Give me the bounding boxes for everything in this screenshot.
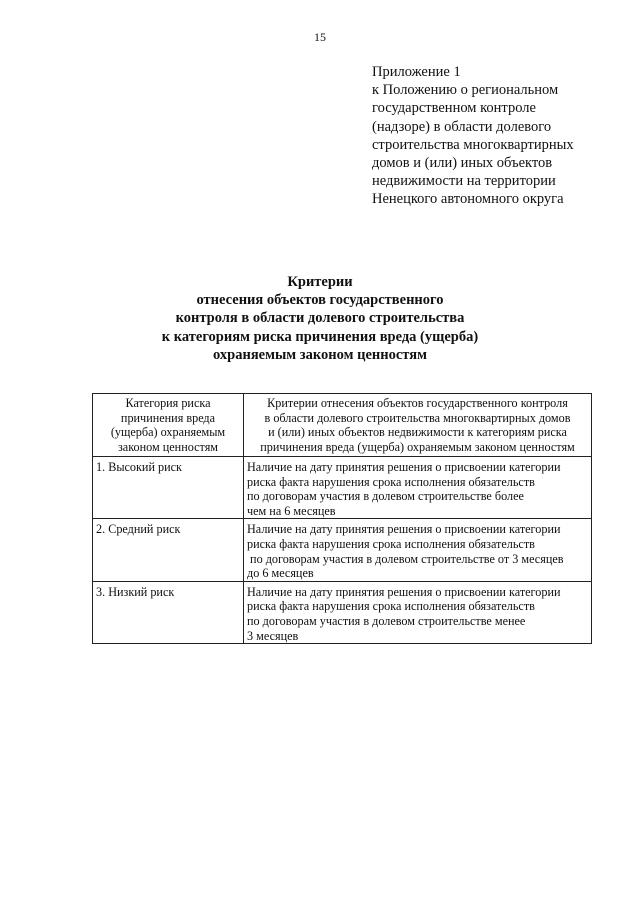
criteria-line: риска факта нарушения срока исполнения обязательств	[247, 474, 535, 489]
appendix-line: к Положению о региональном	[372, 82, 559, 99]
criteria-line: чем на 6 месяцев	[247, 503, 336, 518]
criteria-line: по договорам участия в долевом строительстве более	[247, 489, 524, 504]
appendix-block	[372, 63, 622, 209]
risk-criteria-cell	[244, 581, 592, 643]
title-line: охраняемым законом ценностям	[213, 346, 427, 363]
criteria-line: риска факта нарушения срока исполнения обязательств	[247, 599, 535, 614]
header-category-line: законом ценностям	[117, 439, 219, 454]
criteria-line: риска факта нарушения срока исполнения обязательств	[247, 536, 535, 551]
header-category-cell	[93, 394, 244, 457]
risk-category-cell: 2. Средний риск	[93, 519, 244, 581]
appendix-line: государственном контроле	[372, 100, 536, 117]
header-criteria-cell	[244, 394, 592, 457]
appendix-line: (надзоре) в области долевого	[372, 118, 552, 135]
risk-criteria-cell	[244, 457, 592, 519]
risk-criteria-cell	[244, 519, 592, 581]
appendix-line: Ненецкого автономного округа	[372, 191, 564, 208]
page-number: 15	[314, 30, 326, 44]
criteria-line: по договорам участия в долевом строительстве менее	[247, 613, 526, 628]
criteria-line: 3 месяцев	[247, 628, 299, 643]
header-category-line: (ущерба) охраняемым	[110, 425, 226, 440]
criteria-line: Наличие на дату принятия решения о присвоении категории	[247, 460, 561, 474]
criteria-line: Наличие на дату принятия решения о присвоении категории	[247, 522, 561, 537]
header-criteria-line: Критерии отнесения объектов государственного контроля	[267, 396, 568, 410]
table-row	[93, 457, 592, 519]
risk-category-cell: 1. Высокий риск	[93, 457, 244, 519]
table-row	[93, 581, 592, 643]
header-criteria-line: в области долевого строительства многоквартирных домов	[264, 410, 571, 425]
table-row	[93, 519, 592, 581]
criteria-line: Наличие на дату принятия решения о присвоении категории	[247, 584, 561, 599]
table-header-row	[93, 394, 592, 457]
document-title	[0, 273, 640, 364]
appendix-line: домов и (или) иных объектов	[372, 155, 553, 172]
criteria-table	[92, 393, 592, 644]
criteria-line: до 6 месяцев	[247, 566, 314, 581]
title-line: отнесения объектов государственного	[196, 292, 444, 309]
risk-category-cell: 3. Низкий риск	[93, 581, 244, 643]
appendix-line: Приложение 1	[372, 64, 461, 80]
header-criteria-line: причинения вреда (ущерба) охраняемым законом ценностям	[260, 439, 575, 454]
header-criteria-line: и (или) иных объектов недвижимости к категориям риска	[268, 425, 567, 440]
title-line: контроля в области долевого строительства	[175, 310, 465, 327]
title-line: к категориям риска причинения вреда (ущерба)	[161, 328, 479, 345]
appendix-line: строительства многоквартирных	[372, 136, 574, 153]
title-line: Критерии	[287, 274, 353, 290]
criteria-line: по договорам участия в долевом строительстве от 3 месяцев	[247, 551, 564, 566]
appendix-line: недвижимости на территории	[372, 173, 556, 190]
header-category-line: причинения вреда	[120, 410, 216, 425]
header-category-line: Категория риска	[125, 396, 211, 410]
